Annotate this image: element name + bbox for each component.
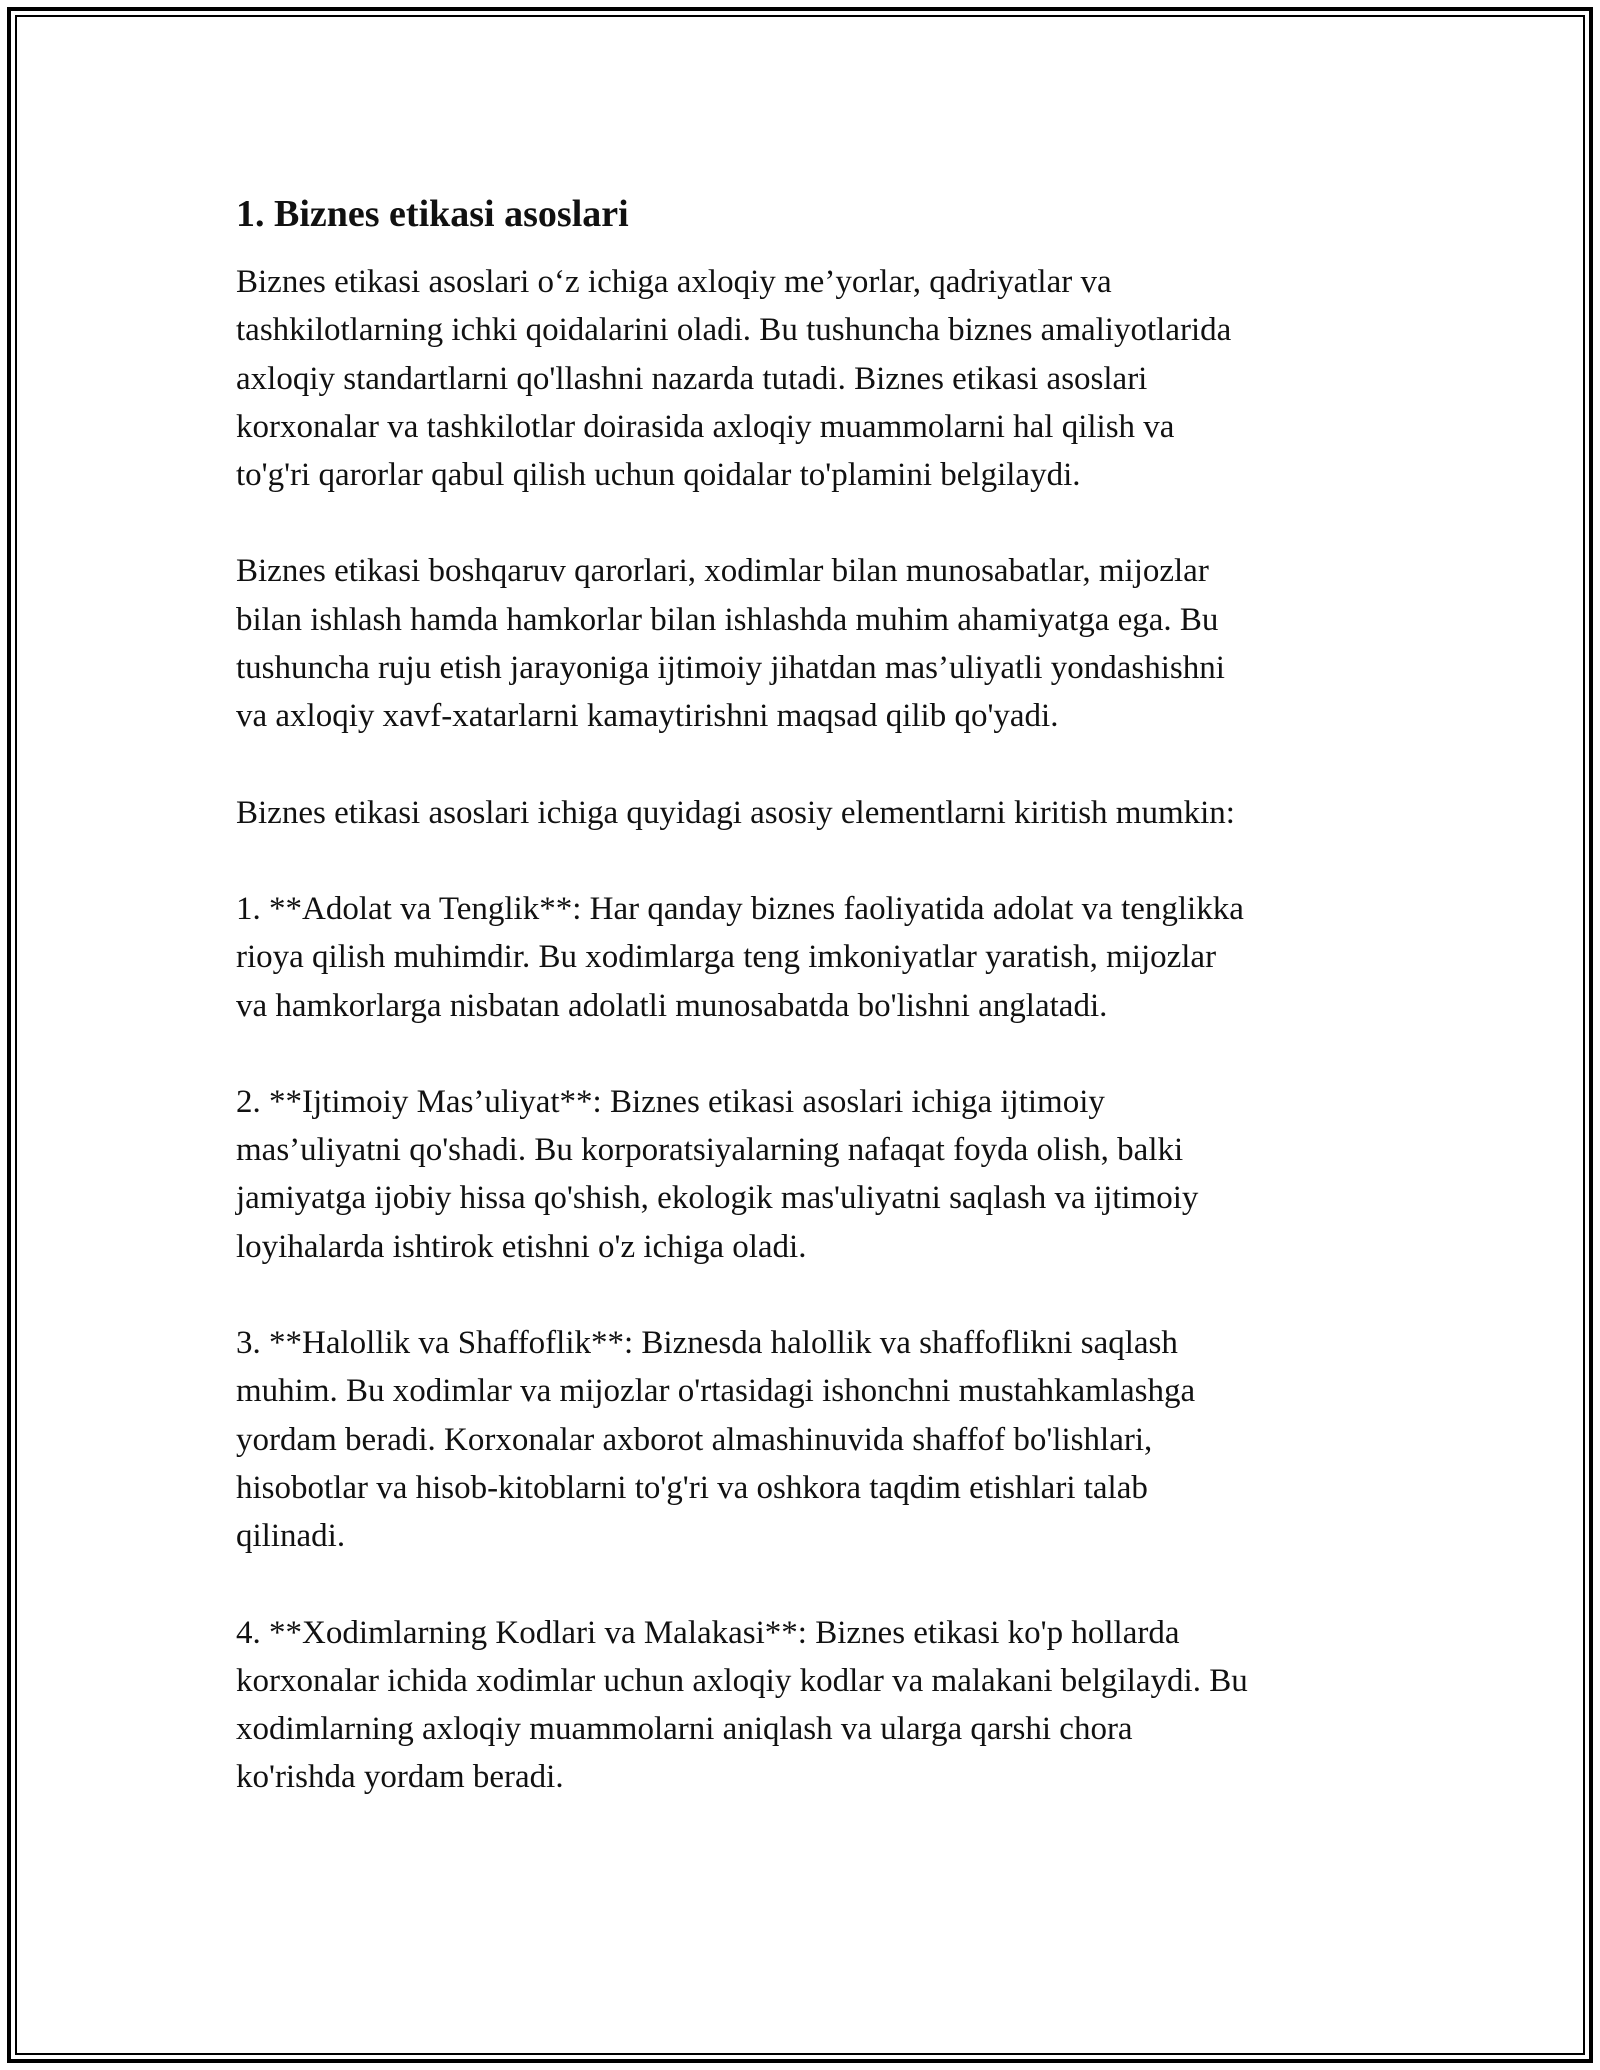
paragraph-intro: Biznes etikasi asoslari o‘z ichiga axloqiy me’yorlar, qadriyatlar va tashkilotlarning ichki qoidalarini oladi. Bu tushuncha biznes amaliyotlarida axloqiy standartlarni qo'llashni nazarda tutadi. Biznes etikasi asoslari korxonalar va tashkilotlar doirasida axloqiy muammolarni hal qilish va to'g'ri qarorlar qabul qilish uchun qoidalar to'plamini belgilaydi. (236, 264, 1232, 494)
list-item-masuliyat: 2. **Ijtimoiy Mas’uliyat**: Biznes etikasi asoslari ichiga ijtimoiy mas’uliyatni qo'shadi. Bu korporatsiyalarning nafaqat foyda olish, balki jamiyatga ijobiy hissa qo'shish, ekologik mas'uliyatni saqlash va ijtimoiy loyihalarda ishtirok etishni o'z ichiga oladi. (236, 1083, 1199, 1265)
list-item-halollik: 3. **Halollik va Shaffoflik**: Biznesda halollik va shaffoflikni saqlash muhim. Bu xodimlar va mijozlar o'rtasidagi ishonchni mustahkamlashga yordam beradi. Korxonalar axborot almashinuvida shaffof bo'lishlari, hisobotlar va hisob-kitoblarni to'g'ri va oshkora taqdim etishlari talab qilinadi. (236, 1325, 1196, 1555)
document-body (236, 188, 1366, 1850)
document-title: 1. Biznes etikasi asoslari (236, 193, 629, 235)
paragraph-importance: Biznes etikasi boshqaruv qarorlari, xodimlar bilan munosabatlar, mijozlar bilan ishlash hamda hamkorlar bilan ishlashda muhim ahamiyatga ega. Bu tushuncha ruju etish jarayoniga ijtimoiy jihatdan mas’uliyatli yondashishni va axloqiy xavf-xatarlarni kamaytirishni maqsad qilib qo'yadi. (236, 553, 1225, 735)
list-item-adolat: 1. **Adolat va Tenglik**: Har qanday biznes faoliyatida adolat va tenglikka rioya qilish muhimdir. Bu xodimlarga teng imkoniyatlar yaratish, mijozlar va hamkorlarga nisbatan adolatli munosabatda bo'lishni anglatadi. (236, 890, 1244, 1024)
paragraph-elements-lead: Biznes etikasi asoslari ichiga quyidagi asosiy elementlarni kiritish mumkin: (236, 794, 1235, 831)
list-item-kodlar: 4. **Xodimlarning Kodlari va Malakasi**: Biznes etikasi ko'p hollarda korxonalar ichida xodimlar uchun axloqiy kodlar va malakani belgilaydi. Bu xodimlarning axloqiy muammolarni aniqlash va ularga qarshi chora ko'rishda yordam beradi. (236, 1614, 1248, 1796)
